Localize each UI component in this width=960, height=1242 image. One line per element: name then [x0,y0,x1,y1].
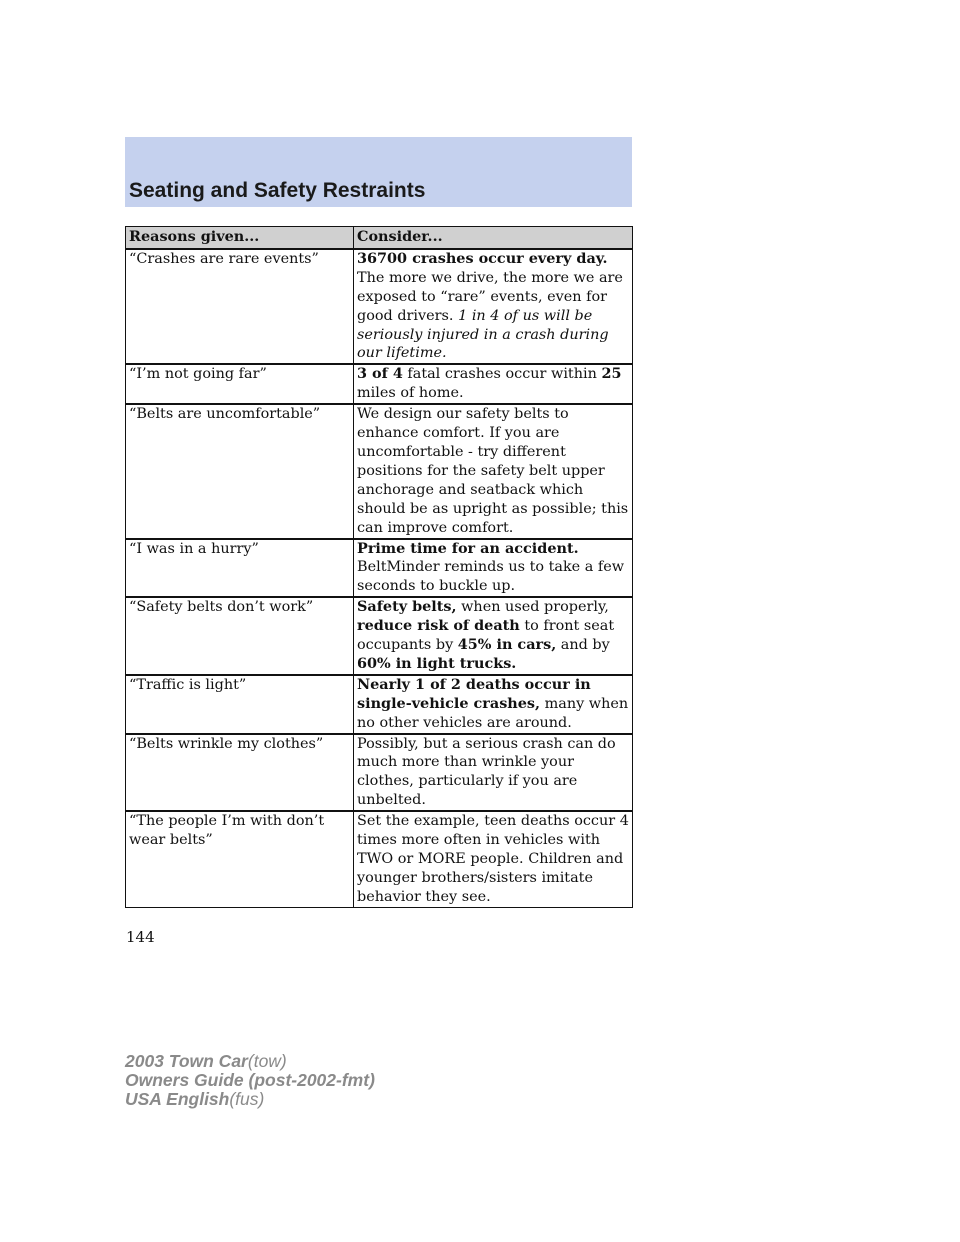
footer-language: USA English [125,1089,230,1109]
table-row [126,675,633,734]
reason-cell: “I’m not going far” [126,364,354,404]
emphasis-text: reduce risk of death [357,617,520,635]
table-body [126,249,633,907]
italic-text: 1 in 4 of us will be seriously injured in a crash during our lifetime. [357,307,609,362]
emphasis-text: 36700 crashes occur every day. [357,249,608,267]
table-header-row [126,227,633,249]
consider-cell [354,539,633,598]
consider-cell [354,249,633,364]
section-title: Seating and Safety Restraints [129,179,426,202]
table-row [126,249,633,364]
section-header [125,137,632,207]
consider-cell [354,675,633,734]
body-text: many when no other vehicles are around. [357,695,629,731]
footer-model: 2003 Town Car [125,1051,248,1071]
body-text: The more we drive, the more we are exposed to “rare” events, even for good drivers. [357,269,623,324]
table-row [126,597,633,675]
body-text: We design our safety belts to enhance comfort. If you are uncomfortable - try different positions for the safety belt upper anchorage and seatback which should be as upright as possible; this can improve comfort. [357,406,629,536]
table-row [126,811,633,907]
footer-language-code: (fus) [229,1089,265,1109]
body-text: when used properly, [456,599,609,616]
consider-cell [354,734,633,812]
table-row [126,404,633,538]
emphasis-text: 45% in cars, [457,636,557,654]
body-text: BeltMinder reminds us to take a few seconds to buckle up. [357,559,625,595]
footer-line-3 [125,1090,375,1109]
consider-cell [354,404,633,538]
footer-model-code: (tow) [247,1051,287,1071]
body-text: fatal crashes occur within [402,366,602,383]
table-row [126,364,633,404]
body-text: Possibly, but a serious crash can do much more than wrinkle your clothes, particularly if you are unbelted. [357,735,616,809]
body-text: and by [556,637,610,654]
emphasis-text: 60% in light trucks. [357,654,517,672]
column-header-reasons: Reasons given... [126,227,354,249]
emphasis-text: Nearly 1 of 2 deaths occur in single-vehicle crashes, [357,675,591,712]
table-row [126,539,633,598]
column-header-consider: Consider... [354,227,633,249]
body-text: miles of home. [357,385,464,402]
consider-cell [354,597,633,675]
consider-cell [354,811,633,907]
reason-cell: “Belts are uncomfortable” [126,404,354,538]
footer-line-1 [125,1052,375,1071]
emphasis-text: Prime time for an accident. [357,539,579,557]
reason-cell: “Safety belts don’t work” [126,597,354,675]
reason-cell: “The people I’m with don’t wear belts” [126,811,354,907]
reason-cell: “I was in a hurry” [126,539,354,598]
emphasis-text: Safety belts, [357,598,457,616]
footer-guide: Owners Guide (post-2002-fmt) [125,1070,375,1090]
reason-cell: “Belts wrinkle my clothes” [126,734,354,812]
body-text: to front seat occupants by [357,618,615,654]
document-footer [125,1052,375,1109]
emphasis-text: 25 [601,365,622,383]
consider-cell [354,364,633,404]
page-number: 144 [126,928,155,946]
body-text: Set the example, teen deaths occur 4 times more often in vehicles with TWO or MORE people. Children and younger brothers/sisters imitate behavior they see. [357,813,629,905]
reason-cell: “Crashes are rare events” [126,249,354,364]
reasons-table [125,226,633,908]
reason-cell: “Traffic is light” [126,675,354,734]
footer-line-2 [125,1071,375,1090]
table-row [126,734,633,812]
emphasis-text: 3 of 4 [357,365,403,383]
